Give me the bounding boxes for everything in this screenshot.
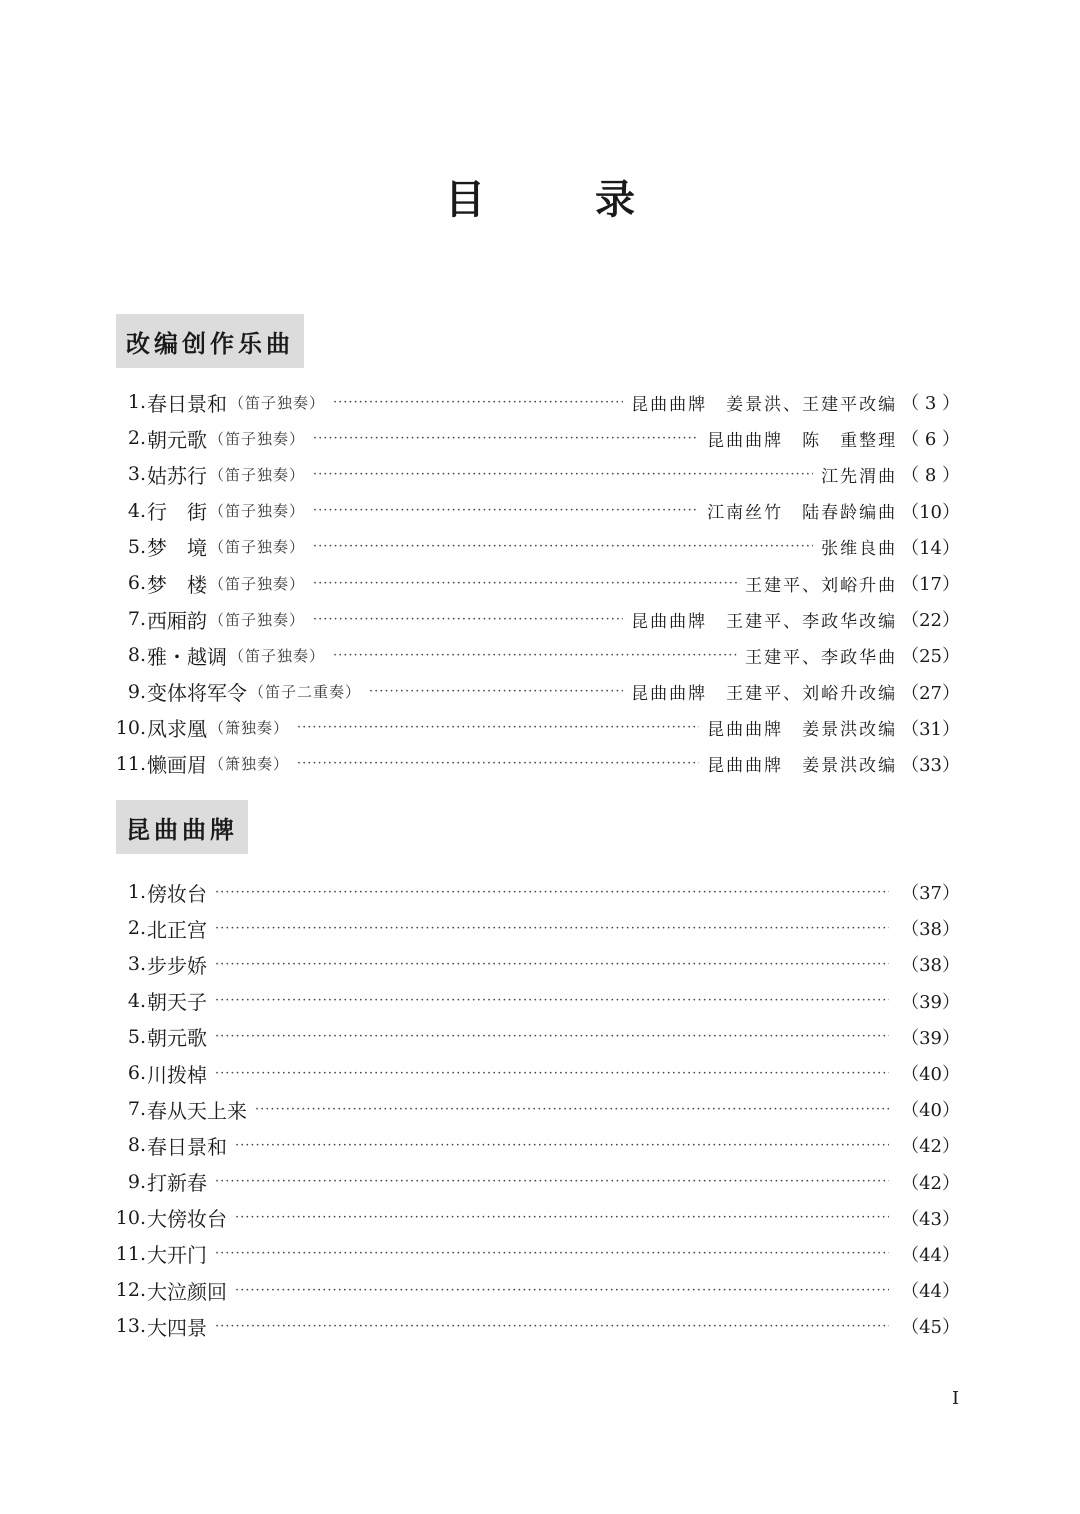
entry-title: 西厢韵 [147,608,207,633]
entry-number: 11. [115,1242,146,1265]
entry-number: 6. [127,572,146,595]
entry-instrument: （箫独奏） [209,755,290,774]
entry-number: 5. [127,535,146,558]
page-title-char-1: 目 [445,177,485,223]
dot-leader [313,503,699,518]
toc-entry[interactable] [110,1308,960,1344]
entry-number: 5. [127,1025,146,1048]
entry-page: （14） [901,537,960,559]
entry-number: 10. [115,1206,146,1229]
entry-page: （ 6 ） [901,429,960,451]
dot-leader [313,539,813,554]
entry-instrument: （笛子独奏） [209,465,306,484]
entry-number: 8. [127,1134,146,1157]
entry-instrument: （笛子独奏） [209,429,306,448]
entry-title: 大傍妆台 [147,1207,227,1232]
dot-leader [235,1138,889,1153]
entry-number: 10. [115,716,146,739]
entry-page: （22） [901,610,960,632]
dot-leader [313,576,737,591]
entry-instrument: （箫独奏） [209,719,290,738]
entry-title: 梦 楼 [147,572,207,597]
entry-title: 行 街 [147,500,207,525]
entry-page: （40） [901,1100,960,1122]
entry-title: 变体将军令 [147,681,247,706]
entry-title: 梦 境 [147,536,207,561]
page-title [0,168,1080,225]
entry-credit: 王建平、李政华曲 [745,647,898,668]
dot-leader [215,1319,889,1334]
entry-page: （42） [901,1136,960,1158]
dot-leader [369,684,623,699]
toc-entry[interactable] [110,1091,960,1127]
entry-number: 6. [127,1062,146,1085]
dot-leader [313,612,623,627]
entry-page: （38） [901,955,960,977]
toc-entry[interactable] [110,1055,960,1091]
entry-title: 春日景和 [147,391,227,416]
entry-instrument: （笛子独奏） [209,574,306,593]
entry-title: 打新春 [147,1171,207,1196]
entry-instrument: （笛子二重奏） [249,683,362,702]
entry-number: 12. [115,1279,146,1302]
entry-page: （25） [901,646,960,668]
dot-leader [215,1246,889,1261]
entry-page: （44） [901,1244,960,1266]
dot-leader [215,1066,889,1081]
entry-title: 川拨棹 [147,1062,207,1087]
entry-instrument: （笛子独奏） [229,393,326,412]
toc-entry[interactable] [110,983,960,1019]
entry-number: 7. [127,1098,146,1121]
entry-title: 朝元歌 [147,1026,207,1051]
dot-leader [235,1210,889,1225]
dot-leader [215,1029,889,1044]
entry-number: 4. [127,499,146,522]
entry-credit: 昆曲曲牌 姜景洪改编 [707,756,898,777]
dot-leader [215,921,889,936]
entry-title: 步步娇 [147,953,207,978]
entry-number: 1. [127,881,146,904]
toc-list-adapted-works [110,384,960,782]
entry-number: 3. [127,463,146,486]
entry-instrument: （笛子独奏） [209,610,306,629]
entry-title: 姑苏行 [147,463,207,488]
entry-number: 7. [127,608,146,631]
entry-credit: 昆曲曲牌 姜景洪改编 [707,720,898,741]
entry-number: 2. [127,917,146,940]
entry-number: 2. [127,427,146,450]
entry-page: （17） [901,574,960,596]
toc-entry[interactable] [110,1272,960,1308]
entry-number: 3. [127,953,146,976]
toc-entry[interactable] [110,601,960,637]
toc-entry[interactable] [110,1164,960,1200]
toc-entry[interactable] [110,456,960,492]
dot-leader [297,756,699,771]
entry-number: 9. [127,1170,146,1193]
page-title-char-2: 录 [595,177,635,223]
entry-credit: 江先渭曲 [821,466,898,487]
entry-page: （42） [901,1172,960,1194]
entry-credit: 江南丝竹 陆春龄编曲 [707,503,898,524]
toc-entry[interactable] [110,384,960,420]
entry-number: 11. [115,752,146,775]
toc-entry[interactable] [110,874,960,910]
section-header-kunqu-tunes: 昆曲曲牌 [116,800,248,854]
entry-page: （38） [901,919,960,941]
entry-number: 8. [127,644,146,667]
dot-leader [297,720,699,735]
entry-page: （39） [901,991,960,1013]
toc-entry[interactable] [110,674,960,710]
entry-instrument: （笛子独奏） [209,538,306,557]
entry-title: 大泣颜回 [147,1279,227,1304]
entry-page: （10） [901,501,960,523]
entry-title: 春日景和 [147,1134,227,1159]
entry-credit: 昆曲曲牌 陈 重整理 [707,430,898,451]
entry-page: （ 8 ） [901,465,960,487]
toc-entry[interactable] [110,746,960,782]
entry-page: （31） [901,718,960,740]
page-number: I [952,1388,960,1409]
dot-leader [333,648,737,663]
toc-entry[interactable] [110,565,960,601]
entry-title: 雅・越调 [147,644,227,669]
toc-entry[interactable] [110,529,960,565]
entry-title: 懒画眉 [147,753,207,778]
entry-page: （44） [901,1281,960,1303]
toc-entry[interactable] [110,1019,960,1055]
toc-entry[interactable] [110,493,960,529]
entry-title: 朝元歌 [147,427,207,452]
dot-leader [215,957,889,972]
entry-title: 大开门 [147,1243,207,1268]
entry-title: 朝天子 [147,990,207,1015]
entry-title: 大四景 [147,1315,207,1340]
toc-entry[interactable] [110,710,960,746]
entry-title: 春从天上来 [147,1098,247,1123]
entry-title: 傍妆台 [147,881,207,906]
entry-title: 凤求凰 [147,717,207,742]
entry-page: （40） [901,1064,960,1086]
entry-credit: 昆曲曲牌 王建平、李政华改编 [631,611,898,632]
entry-credit: 昆曲曲牌 王建平、刘峪升改编 [631,684,898,705]
toc-entry[interactable] [110,1127,960,1163]
section-header-adapted-works: 改编创作乐曲 [116,314,304,368]
dot-leader [235,1283,889,1298]
toc-entry[interactable] [110,910,960,946]
entry-title: 北正宫 [147,917,207,942]
toc-entry[interactable] [110,1200,960,1236]
entry-credit: 张维良曲 [821,539,898,560]
entry-page: （45） [901,1317,960,1339]
entry-page: （27） [901,682,960,704]
entry-credit: 昆曲曲牌 姜景洪、王建平改编 [631,394,898,415]
entry-page: （43） [901,1208,960,1230]
dot-leader [313,431,699,446]
entry-credit: 王建平、刘峪升曲 [745,575,898,596]
entry-page: （33） [901,754,960,776]
toc-list-kunqu-tunes [110,874,960,1344]
toc-entry[interactable] [110,1236,960,1272]
entry-page: （37） [901,883,960,905]
entry-number: 1. [127,391,146,414]
entry-number: 13. [115,1315,146,1338]
toc-entry[interactable] [110,946,960,982]
entry-number: 4. [127,989,146,1012]
dot-leader [215,885,889,900]
dot-leader [215,1174,889,1189]
dot-leader [313,467,813,482]
entry-instrument: （笛子独奏） [209,502,306,521]
entry-number: 9. [127,680,146,703]
dot-leader [255,1102,889,1117]
toc-entry[interactable] [110,420,960,456]
entry-page: （39） [901,1027,960,1049]
entry-page: （ 3 ） [901,393,960,415]
entry-instrument: （笛子独奏） [229,646,326,665]
toc-entry[interactable] [110,637,960,673]
dot-leader [215,993,889,1008]
dot-leader [333,395,623,410]
